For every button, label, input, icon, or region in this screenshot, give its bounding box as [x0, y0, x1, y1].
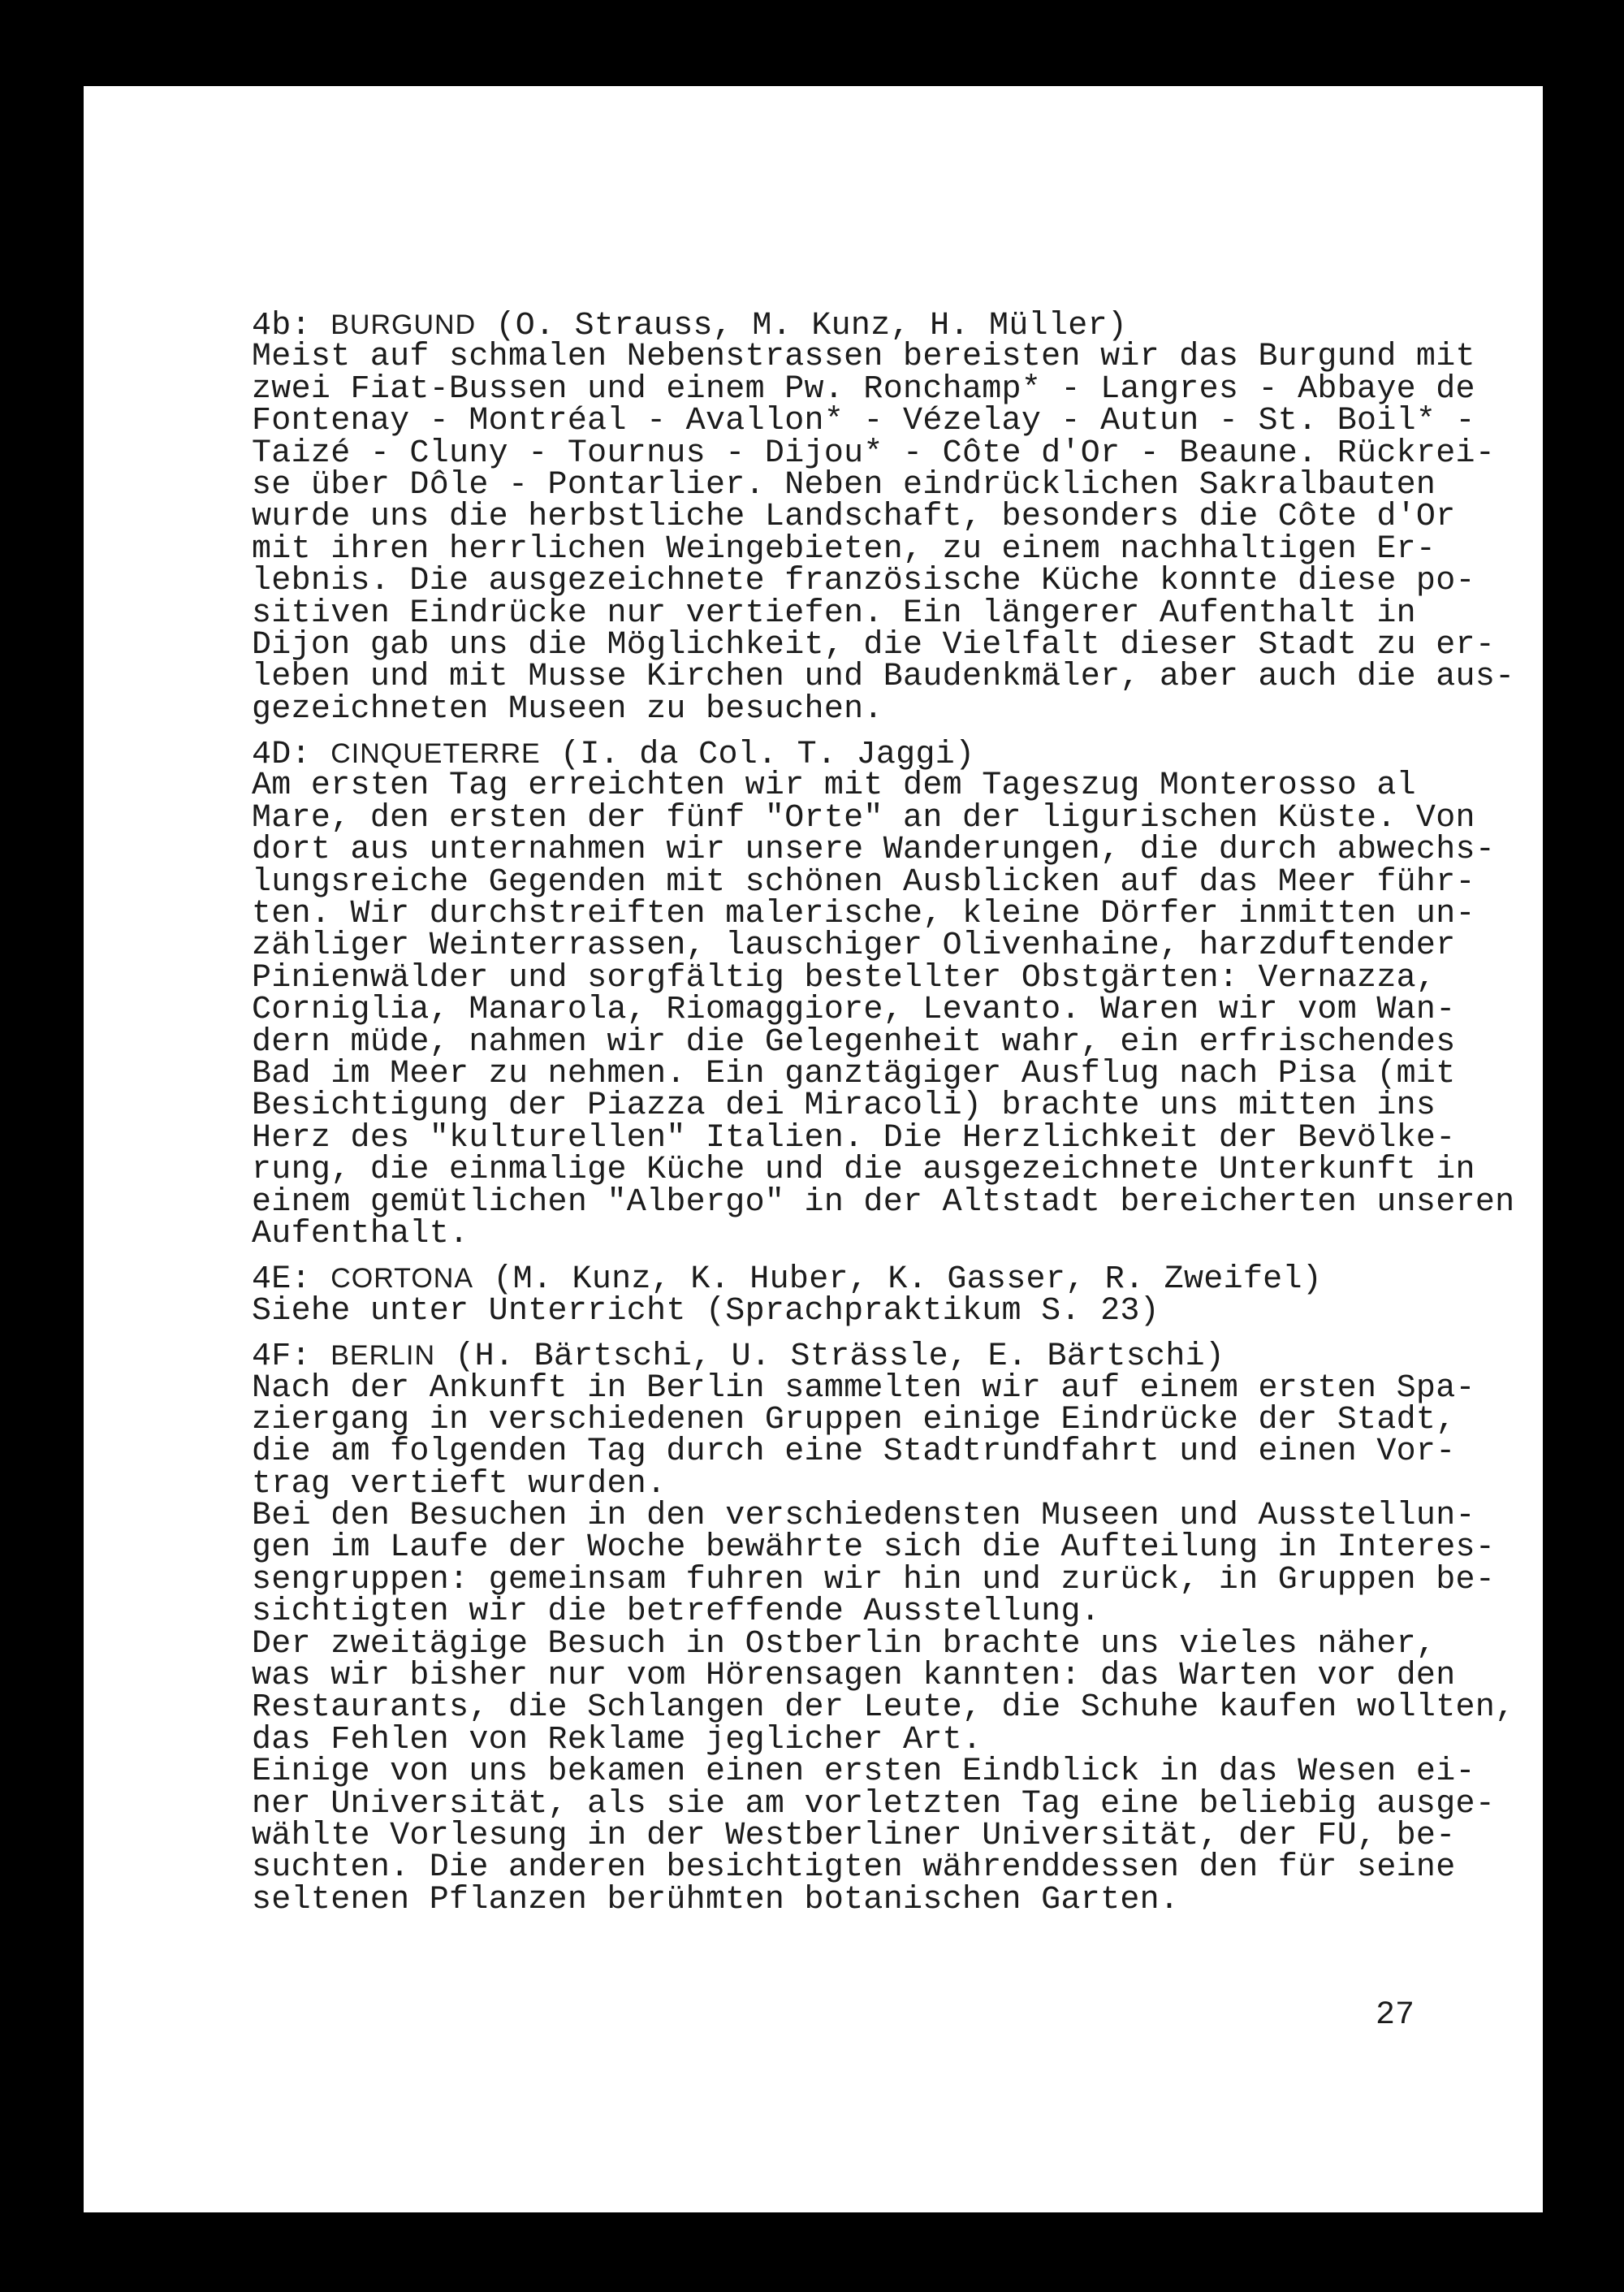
text-line: seltenen Pflanzen berühmten botanischen Garten.: [252, 1881, 1180, 1918]
section-title: BERLIN: [330, 1340, 436, 1372]
section-heading: [252, 1261, 1518, 1299]
text-line: mit ihren herrlichen Weingebieten, zu einem nachhaltigen Er-: [252, 530, 1436, 568]
text-line: dern müde, nahmen wir die Gelegenheit wahr, ein erfrischendes: [252, 1023, 1456, 1061]
text-line: Siehe unter Unterricht (Sprachpraktikum S. 23): [252, 1292, 1160, 1330]
text-line: Aufenthalt.: [252, 1215, 469, 1252]
text-line: gen im Laufe der Woche bewährte sich die Aufteilung in Interes-: [252, 1529, 1496, 1567]
text-line: Taizé - Cluny - Tournus - Dijou* - Côte d'Or - Beaune. Rückrei-: [252, 435, 1496, 472]
text-line: Nach der Ankunft in Berlin sammelten wir auf einem ersten Spa-: [252, 1369, 1475, 1407]
text-line: wählte Vorlesung in der Westberliner Universität, der FU, be-: [252, 1817, 1456, 1854]
text-line: rung, die einmalige Küche und die ausgezeichnete Unterkunft in: [252, 1152, 1475, 1189]
section-authors: (I. da Col. T. Jaggi): [560, 737, 975, 774]
text-line: suchten. Die anderen besichtigten währenddessen den für seine: [252, 1849, 1456, 1887]
text-line: leben und mit Musse Kirchen und Baudenkmäler, aber auch die aus-: [252, 659, 1515, 696]
text-line: das Fehlen von Reklame jeglicher Art.: [252, 1721, 983, 1758]
text-line: die am folgenden Tag durch eine Stadtrundfahrt und einen Vor-: [252, 1434, 1456, 1471]
text-line: Meist auf schmalen Nebenstrassen bereisten wir das Burgund mit: [252, 339, 1475, 376]
text-line: Besichtigung der Piazza dei Miracoli) brachte uns mitten ins: [252, 1088, 1436, 1125]
section-heading: [252, 1338, 1518, 1376]
text-line: sengruppen: gemeinsam fuhren wir hin und zurück, in Gruppen be-: [252, 1561, 1496, 1598]
text-line: ziergang in verschiedenen Gruppen einige Eindrücke der Stadt,: [252, 1401, 1456, 1438]
section-code: 4D:: [252, 737, 311, 774]
section-authors: (H. Bärtschi, U. Strässle, E. Bärtschi): [455, 1338, 1225, 1376]
text-line: Herz des "kulturellen" Italien. Die Herzlichkeit der Bevölke-: [252, 1119, 1456, 1157]
page-number: 27: [1376, 1997, 1415, 2034]
text-line: sichtigten wir die betreffende Ausstellung.: [252, 1594, 1101, 1631]
text-line: Am ersten Tag erreichten wir mit dem Tageszug Monterosso al: [252, 768, 1416, 805]
text-line: Pinienwälder und sorgfältig bestellter Obstgärten: Vernazza,: [252, 959, 1436, 997]
section-heading: [252, 308, 1518, 344]
section-cortona: [252, 1261, 1518, 1330]
text-line: lebnis. Die ausgezeichnete französische Küche konnte diese po-: [252, 563, 1475, 600]
text-line: zähliger Weinterrassen, lauschiger Olivenhaine, harzduftender: [252, 928, 1456, 965]
text-line: Fontenay - Montréal - Avallon* - Vézelay - Autun - St. Boil* -: [252, 403, 1475, 440]
text-line: ner Universität, als sie am vorletzten Tag eine beliebig ausge-: [252, 1785, 1496, 1823]
section-cinqueterre: [252, 738, 1518, 1250]
text-line: Einige von uns bekamen einen ersten Eindblick in das Wesen ei-: [252, 1754, 1475, 1791]
section-berlin: [252, 1340, 1518, 1916]
text-line: sitiven Eindrücke nur vertiefen. Ein längerer Aufenthalt in: [252, 595, 1416, 632]
section-title: CORTONA: [330, 1263, 474, 1295]
text-line: einem gemütlichen "Albergo" in der Altstadt bereicherten unseren: [252, 1183, 1515, 1221]
section-authors: (M. Kunz, K. Huber, K. Gasser, R. Zweifel): [493, 1261, 1323, 1299]
text-line: se über Dôle - Pontarlier. Neben eindrücklichen Sakralbauten: [252, 466, 1436, 504]
section-heading: [252, 737, 1518, 774]
section-authors: (O. Strauss, M. Kunz, H. Müller): [495, 308, 1128, 344]
document-page: [84, 86, 1543, 2212]
text-line: lungsreiche Gegenden mit schönen Ausblicken auf das Meer führ-: [252, 863, 1475, 901]
section-title: CINQUETERRE: [330, 738, 541, 770]
text-line: Mare, den ersten der fünf "Orte" an der ligurischen Küste. Von: [252, 799, 1475, 837]
text-line: trag vertieft wurden.: [252, 1465, 667, 1503]
text-line: Restaurants, die Schlangen der Leute, die Schuhe kaufen wollten,: [252, 1689, 1515, 1727]
text-line: Dijon gab uns die Möglichkeit, die Vielfalt dieser Stadt zu er-: [252, 626, 1496, 664]
section-code: 4b:: [252, 308, 311, 344]
text-line: ten. Wir durchstreiften malerische, kleine Dörfer inmitten un-: [252, 896, 1475, 933]
section-title: BURGUND: [330, 309, 477, 340]
text-line: gezeichneten Museen zu besuchen.: [252, 690, 883, 728]
text-line: wurde uns die herbstliche Landschaft, besonders die Côte d'Or: [252, 499, 1456, 536]
text-line: was wir bisher nur vom Hörensagen kannten: das Warten vor den: [252, 1658, 1456, 1695]
text-line: Corniglia, Manarola, Riomaggiore, Levanto. Waren wir vom Wan-: [252, 992, 1456, 1029]
text-line: Bei den Besuchen in den verschiedensten Museen und Ausstellun-: [252, 1498, 1475, 1535]
text-line: dort aus unternahmen wir unsere Wanderungen, die durch abwechs-: [252, 832, 1496, 869]
text-line: Bad im Meer zu nehmen. Ein ganztägiger Ausflug nach Pisa (mit: [252, 1055, 1456, 1092]
document-body: [252, 309, 1518, 1929]
text-line: zwei Fiat-Bussen und einem Pw. Ronchamp* - Langres - Abbaye de: [252, 370, 1475, 408]
section-code: 4F:: [252, 1338, 311, 1376]
section-code: 4E:: [252, 1261, 311, 1299]
text-line: Der zweitägige Besuch in Ostberlin brachte uns vieles näher,: [252, 1625, 1436, 1663]
section-burgund: [252, 308, 1518, 728]
